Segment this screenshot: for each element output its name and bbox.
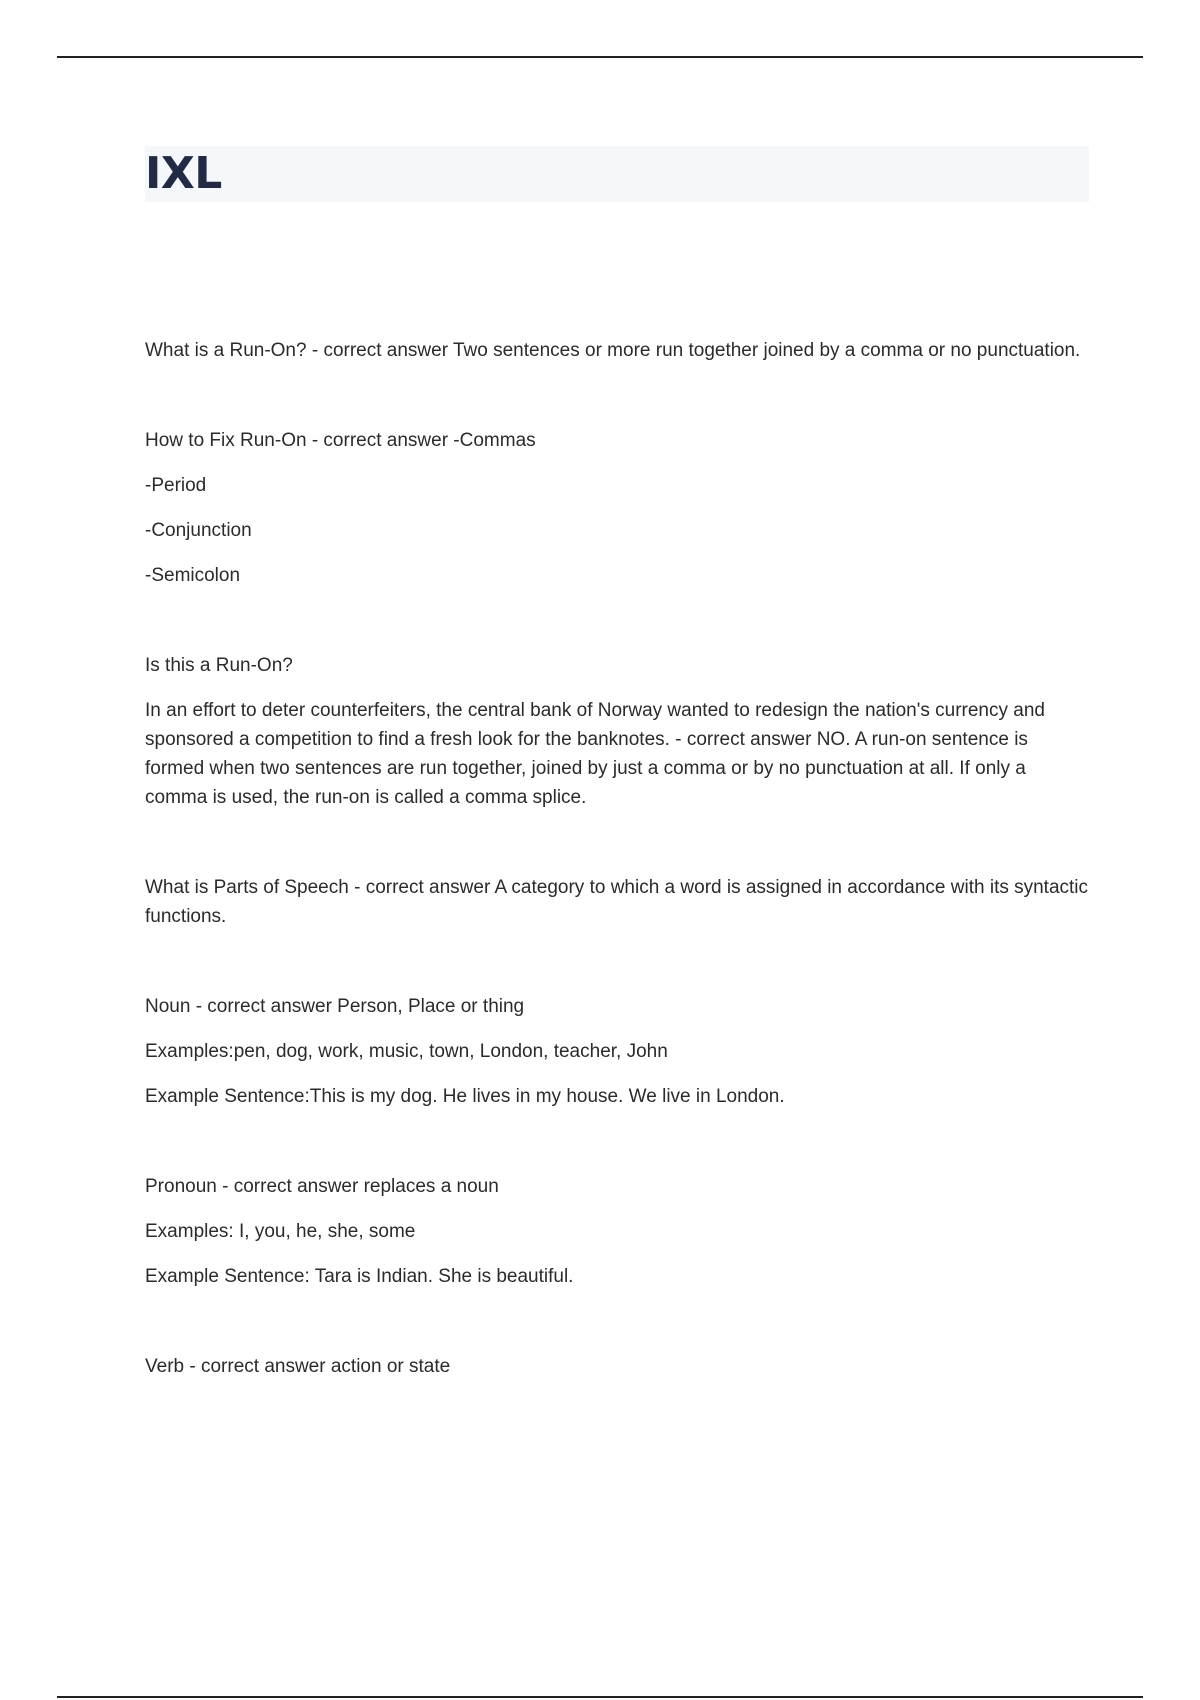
flashcard-noun [145,992,1090,1111]
flashcard-line: Verb - correct answer action or state [145,1356,451,1377]
flashcard-line: Examples:pen, dog, work, music, town, London, teacher, John [145,1041,668,1062]
flashcard-line: In an effort to deter counterfeiters, the central bank of Norway wanted to redesign the nation's currency and sponsored a competition to find a fresh look for the banknotes. - correct answer NO. A run-on sentence is formed when two sentences are run together, joined by just a comma or by no punctuation at all. If only a comma is used, the run-on is called a comma splice. [145,700,1045,808]
flashcard-line: -Semicolon [145,565,241,586]
document-title: IXL [145,148,222,199]
flashcard-line: Example Sentence:This is my dog. He lives in my house. We live in London. [145,1086,785,1107]
flashcard-line: -Conjunction [145,520,252,541]
flashcard-line: Noun - correct answer Person, Place or thing [145,996,525,1017]
flashcard-line: Pronoun - correct answer replaces a noun [145,1176,499,1197]
flashcard-line: What is a Run-On? - correct answer Two sentences or more run together joined by a comma or no punctuation. [145,340,1081,361]
flashcard-parts-of-speech [145,873,1090,931]
flashcard-line: Is this a Run-On? [145,655,293,676]
flashcard-verb [145,1352,1090,1381]
bottom-divider [57,1696,1143,1698]
flashcard-is-run-on [145,651,1090,812]
flashcard-line: -Period [145,475,207,496]
flashcard-line: What is Parts of Speech - correct answer A category to which a word is assigned in accordance with its syntactic functions. [145,877,1089,927]
title-banner [145,146,1089,202]
flashcard-pronoun [145,1172,1090,1291]
flashcard-line: Example Sentence: Tara is Indian. She is beautiful. [145,1266,574,1287]
flashcard-list [145,336,1090,1442]
flashcard-line: Examples: I, you, he, she, some [145,1221,416,1242]
flashcard-run-on-definition [145,336,1090,365]
flashcard-line: How to Fix Run-On - correct answer -Commas [145,430,536,451]
top-divider [57,56,1143,58]
flashcard-fix-run-on [145,426,1090,590]
